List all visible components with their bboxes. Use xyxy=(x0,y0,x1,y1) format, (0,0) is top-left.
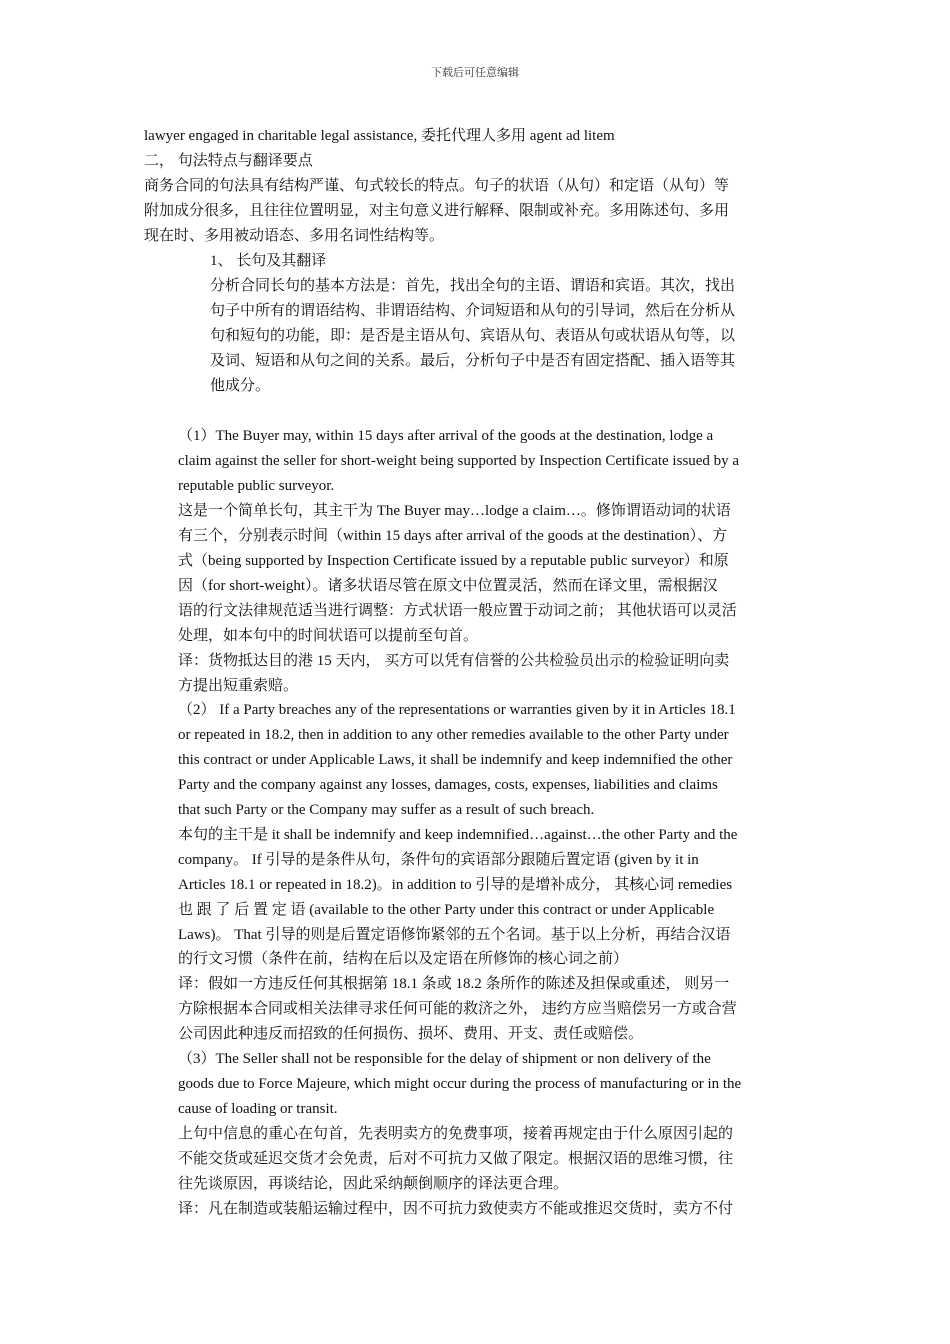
text-line: （2） If a Party breaches any of the representations or warranties given by it in Articles 18.1 xyxy=(178,702,736,718)
section-heading: 二， 句法特点与翻译要点 xyxy=(144,153,313,169)
subsection-heading: 1、 长句及其翻译 xyxy=(210,253,327,269)
text-line: 本句的主干是 it shall be indemnify and keep indemnified…against…the other Party and the xyxy=(178,827,738,843)
text-line: lawyer engaged in charitable legal assistance, 委托代理人多用 agent ad litem xyxy=(144,128,615,144)
text-line: 式（being supported by Inspection Certificate issued by a reputable public surveyor）和原 xyxy=(178,553,729,569)
text-line: Articles 18.1 or repeated in 18.2)。in addition to 引导的是增补成分， 其核心词 remedies xyxy=(178,877,733,893)
text-line: or repeated in 18.2, then in addition to any other remedies available to the other Party under xyxy=(178,727,729,743)
text-line: 译：凡在制造或装船运输过程中，因不可抗力致使卖方不能或推迟交货时，卖方不付 xyxy=(178,1201,734,1217)
text-line: 处理，如本句中的时间状语可以提前至句首。 xyxy=(178,628,479,644)
text-line: 分析合同长句的基本方法是：首先，找出全句的主语、谓语和宾语。其次，找出 xyxy=(210,278,736,294)
text-line: 句和短句的功能，即：是否是主语从句、宾语从句、表语从句或状语从句等，以 xyxy=(210,328,736,344)
text-line: 的行文习惯（条件在前，结构在后以及定语在所修饰的核心词之前） xyxy=(178,951,629,967)
text-line: 公司因此种违反而招致的任何损伤、损坏、费用、开支、责任或赔偿。 xyxy=(178,1026,644,1042)
text-line: Party and the company against any losses, damages, costs, expenses, liabilities and claims xyxy=(178,777,718,793)
text-line: 他成分。 xyxy=(210,378,271,394)
text-line: that such Party or the Company may suffer as a result of such breach. xyxy=(178,802,595,818)
text-line: 这是一个简单长句，其主干为 The Buyer may…lodge a claim…。修饰谓语动词的状语 xyxy=(178,503,731,519)
text-line: goods due to Force Majeure, which might occur during the process of manufacturing or in the xyxy=(178,1076,742,1092)
text-line: 不能交货或延迟交货才会免责，后对不可抗力又做了限定。根据汉语的思维习惯，往 xyxy=(178,1151,734,1167)
text-line: cause of loading or transit. xyxy=(178,1101,338,1117)
text-line: （3）The Seller shall not be responsible for the delay of shipment or non delivery of the xyxy=(178,1051,711,1067)
text-line: 往先谈原因，再谈结论，因此采纳颠倒顺序的译法更合理。 xyxy=(178,1176,569,1192)
text-line: 及词、短语和从句之间的关系。最后，分析句子中是否有固定搭配、插入语等其 xyxy=(210,353,736,369)
text-line: 句子中所有的谓语结构、非谓语结构、介词短语和从句的引导词，然后在分析从 xyxy=(210,303,736,319)
text-line: 附加成分很多，且往往位置明显，对主句意义进行解释、限制或补充。多用陈述句、多用 xyxy=(144,203,730,219)
text-line: 上句中信息的重心在句首，先表明卖方的免费事项，接着再规定由于什么原因引起的 xyxy=(178,1126,734,1142)
text-line: 商务合同的句法具有结构严谨、句式较长的特点。句子的状语（从句）和定语（从句）等 xyxy=(144,178,730,194)
text-line: 现在时、多用被动语态、多用名词性结构等。 xyxy=(144,228,445,244)
text-line: 方提出短重索赔。 xyxy=(178,678,299,694)
text-line: claim against the seller for short-weight being supported by Inspection Certificate issued by a xyxy=(178,453,740,469)
text-line: （1）The Buyer may, within 15 days after arrival of the goods at the destination, lodge a xyxy=(178,428,714,444)
text-line: 因（for short-weight）。诸多状语尽管在原文中位置灵活，然而在译文里，需根据汉 xyxy=(178,578,718,594)
page-header: 下载后可任意编辑 xyxy=(431,66,519,79)
text-line: reputable public surveyor. xyxy=(178,478,335,494)
text-line: 也 跟 了 后 置 定 语 (available to the other Party under this contract or under Applicable xyxy=(178,902,715,918)
text-line: Laws)。 That 引导的则是后置定语修饰紧邻的五个名词。基于以上分析，再结合汉语 xyxy=(178,927,731,943)
text-line: 方除根据本合同或相关法律寻求任何可能的救济之外， 违约方应当赔偿另一方或合营 xyxy=(178,1001,737,1017)
text-line: 译：假如一方违反任何其根据第 18.1 条或 18.2 条所作的陈述及担保或重述， 则另一 xyxy=(178,976,730,992)
text-line: 语的行文法律规范适当进行调整：方式状语一般应置于动词之前； 其他状语可以灵活 xyxy=(178,603,737,619)
text-line: this contract or under Applicable Laws, it shall be indemnify and keep indemnified the other xyxy=(178,752,733,768)
text-line: 译：货物抵达目的港 15 天内， 买方可以凭有信誉的公共检验员出示的检验证明向卖 xyxy=(178,653,730,669)
text-line: 有三个，分别表示时间（within 15 days after arrival of the goods at the destination）、方 xyxy=(178,528,728,544)
text-line: company。 If 引导的是条件从句，条件句的宾语部分跟随后置定语 (given by it in xyxy=(178,852,699,868)
